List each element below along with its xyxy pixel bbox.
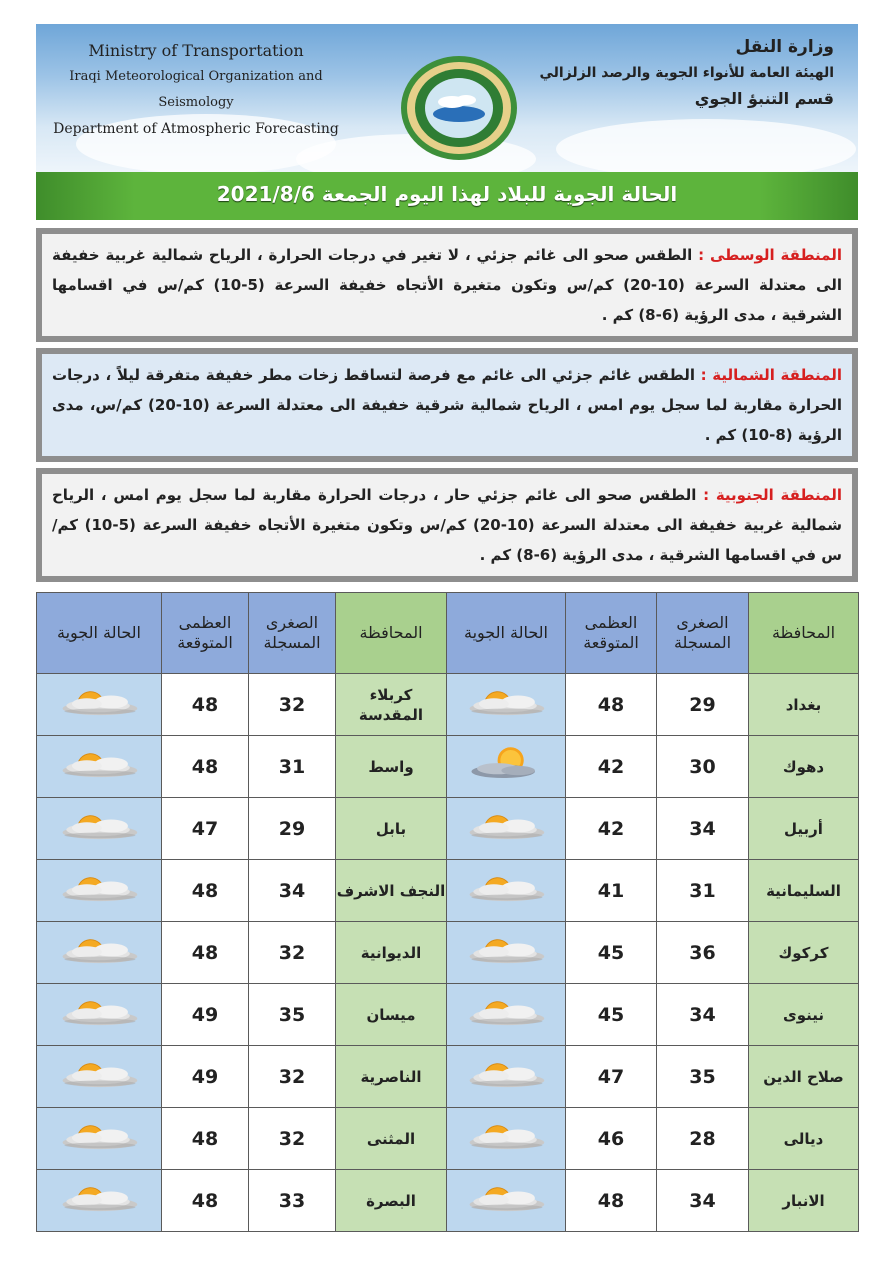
region-content xyxy=(42,474,852,576)
partly-cloudy-icon xyxy=(464,869,548,912)
governorate-cell: ميسان xyxy=(336,984,447,1046)
header-min: الصغرى المسجلة xyxy=(657,593,749,674)
table-row xyxy=(37,984,859,1046)
department-name-en: Department of Atmospheric Forecasting xyxy=(53,121,339,137)
header-weather: الحالة الجوية xyxy=(447,593,566,674)
region-content xyxy=(42,234,852,336)
min-temp-cell: 32 xyxy=(249,674,336,736)
organization-logo xyxy=(398,54,520,162)
governorate-cell: نينوى xyxy=(749,984,859,1046)
weather-cell xyxy=(447,984,566,1046)
min-temp-cell: 31 xyxy=(657,860,749,922)
ministry-name-en: Ministry of Transportation xyxy=(88,41,304,60)
min-temp-cell: 29 xyxy=(657,674,749,736)
table-row xyxy=(37,674,859,736)
region-content xyxy=(42,354,852,456)
table-row xyxy=(37,922,859,984)
min-temp-cell: 35 xyxy=(657,1046,749,1108)
partly-cloudy-icon xyxy=(57,1117,141,1160)
header-weather: الحالة الجوية xyxy=(37,593,162,674)
partly-cloudy-icon xyxy=(464,1179,548,1222)
partly-cloudy-icon xyxy=(464,993,548,1036)
arabic-header xyxy=(534,34,834,112)
region-text: الطقس غائم جزئي الى غائم مع فرصة لتساقط زخات مطر خفيفة متفرقة ليلاً ، درجات الحرارة مقاربة لما سجل يوم امس ، الرياح شمالية شرقية خفيفة الى معتدلة السرعة (10-20) كم/س، مدى الرؤية (8-10) كم . xyxy=(52,366,842,444)
governorate-cell: أربيل xyxy=(749,798,859,860)
governorate-cell: ديالى xyxy=(749,1108,859,1170)
governorate-cell: واسط xyxy=(336,736,447,798)
weather-cell xyxy=(37,1170,162,1232)
max-temp-cell: 45 xyxy=(566,922,657,984)
weather-cell xyxy=(37,984,162,1046)
partly-cloudy-icon xyxy=(57,683,141,726)
title-bar xyxy=(36,172,858,220)
region-box-central xyxy=(36,228,858,342)
partly-cloudy-icon xyxy=(464,1117,548,1160)
max-temp-cell: 47 xyxy=(566,1046,657,1108)
min-temp-cell: 31 xyxy=(249,736,336,798)
weather-cell xyxy=(447,1170,566,1232)
banner-cloud xyxy=(556,119,856,172)
governorate-cell: بغداد xyxy=(749,674,859,736)
table-header-row xyxy=(37,593,859,674)
header-governorate: المحافظة xyxy=(749,593,859,674)
header-banner xyxy=(36,24,858,172)
partly-cloudy-icon xyxy=(57,745,141,788)
min-temp-cell: 34 xyxy=(657,798,749,860)
max-temp-cell: 45 xyxy=(566,984,657,1046)
partly-cloudy-icon xyxy=(464,931,548,974)
max-temp-cell: 48 xyxy=(162,922,249,984)
max-temp-cell: 46 xyxy=(566,1108,657,1170)
min-temp-cell: 30 xyxy=(657,736,749,798)
organization-name-en: Iraqi Meteorological Organization and Seismology xyxy=(69,69,323,110)
forecast-table xyxy=(36,592,859,1232)
region-text: الطقس صحو الى غائم جزئي حار ، درجات الحرارة مقاربة لما سجل يوم امس ، الرياح شمالية غربية خفيفة الى معتدلة السرعة (10-20) كم/س وتكون متغيرة الأتجاه خفيفة السرعة (5-10) كم/س في اقسامها الشرقية ، مدى الرؤية (6-8) كم . xyxy=(52,486,842,564)
governorate-cell: دهوك xyxy=(749,736,859,798)
governorate-cell: النجف الاشرف xyxy=(336,860,447,922)
governorate-cell: الديوانية xyxy=(336,922,447,984)
governorate-cell: كربلاء المقدسة xyxy=(336,674,447,736)
partly-cloudy-icon xyxy=(464,1055,548,1098)
page-title: الحالة الجوية للبلاد لهذا اليوم الجمعة 2021/8/6 xyxy=(216,182,678,206)
header-max: العظمى المتوقعة xyxy=(162,593,249,674)
weather-cell xyxy=(37,1046,162,1108)
weather-cell xyxy=(37,922,162,984)
weather-cell xyxy=(447,1046,566,1108)
weather-cell xyxy=(447,798,566,860)
max-temp-cell: 48 xyxy=(162,736,249,798)
ministry-name-ar: وزارة النقل xyxy=(735,37,834,57)
min-temp-cell: 35 xyxy=(249,984,336,1046)
max-temp-cell: 48 xyxy=(162,1170,249,1232)
header-max: العظمى المتوقعة xyxy=(566,593,657,674)
header-min: الصغرى المسجلة xyxy=(249,593,336,674)
english-header xyxy=(46,38,346,142)
min-temp-cell: 36 xyxy=(657,922,749,984)
table-row xyxy=(37,736,859,798)
min-temp-cell: 34 xyxy=(249,860,336,922)
max-temp-cell: 49 xyxy=(162,984,249,1046)
min-temp-cell: 32 xyxy=(249,922,336,984)
governorate-cell: البصرة xyxy=(336,1170,447,1232)
weather-cell xyxy=(37,736,162,798)
min-temp-cell: 33 xyxy=(249,1170,336,1232)
header-governorate: المحافظة xyxy=(336,593,447,674)
governorate-cell: الناصرية xyxy=(336,1046,447,1108)
partly-cloudy-icon xyxy=(57,1179,141,1222)
region-label: المنطقة الشمالية : xyxy=(700,366,842,384)
weather-cell xyxy=(447,736,566,798)
governorate-cell: الانبار xyxy=(749,1170,859,1232)
partly-cloudy-icon xyxy=(57,807,141,850)
table-row xyxy=(37,1170,859,1232)
sun-cloud-icon xyxy=(464,745,548,788)
weather-cell xyxy=(447,922,566,984)
region-text: الطقس صحو الى غائم جزئي ، لا تغير في درجات الحرارة ، الرياح شمالية غربية خفيفة الى معتدلة السرعة (10-20) كم/س وتكون متغيرة الأتجاه خفيفة السرعة (5-10) كم/س في اقسامها الشرقية ، مدى الرؤية (6-8) كم . xyxy=(52,246,842,324)
region-box-north xyxy=(36,348,858,462)
max-temp-cell: 42 xyxy=(566,736,657,798)
governorate-cell: صلاح الدين xyxy=(749,1046,859,1108)
weather-cell xyxy=(37,798,162,860)
weather-cell xyxy=(447,860,566,922)
weather-cell xyxy=(37,1108,162,1170)
partly-cloudy-icon xyxy=(57,869,141,912)
table-row xyxy=(37,1108,859,1170)
max-temp-cell: 47 xyxy=(162,798,249,860)
min-temp-cell: 29 xyxy=(249,798,336,860)
max-temp-cell: 49 xyxy=(162,1046,249,1108)
max-temp-cell: 48 xyxy=(162,1108,249,1170)
organization-name-ar: الهيئة العامة للأنواء الجوية والرصد الزلزالي xyxy=(539,65,834,81)
weather-cell xyxy=(447,1108,566,1170)
governorate-cell: السليمانية xyxy=(749,860,859,922)
weather-cell xyxy=(37,674,162,736)
weather-cell xyxy=(37,860,162,922)
partly-cloudy-icon xyxy=(57,1055,141,1098)
table-row xyxy=(37,860,859,922)
governorate-cell: بابل xyxy=(336,798,447,860)
governorate-cell: المثنى xyxy=(336,1108,447,1170)
governorate-cell: كركوك xyxy=(749,922,859,984)
department-name-ar: قسم التنبؤ الجوي xyxy=(694,89,834,108)
table-row xyxy=(37,798,859,860)
min-temp-cell: 34 xyxy=(657,984,749,1046)
min-temp-cell: 32 xyxy=(249,1046,336,1108)
region-label: المنطقة الجنوبية : xyxy=(703,486,842,504)
max-temp-cell: 48 xyxy=(566,1170,657,1232)
max-temp-cell: 41 xyxy=(566,860,657,922)
partly-cloudy-icon xyxy=(57,931,141,974)
min-temp-cell: 34 xyxy=(657,1170,749,1232)
partly-cloudy-icon xyxy=(57,993,141,1036)
max-temp-cell: 48 xyxy=(566,674,657,736)
min-temp-cell: 28 xyxy=(657,1108,749,1170)
partly-cloudy-icon xyxy=(464,807,548,850)
max-temp-cell: 48 xyxy=(162,860,249,922)
region-label: المنطقة الوسطى : xyxy=(698,246,843,264)
weather-cell xyxy=(447,674,566,736)
region-box-south xyxy=(36,468,858,582)
max-temp-cell: 42 xyxy=(566,798,657,860)
min-temp-cell: 32 xyxy=(249,1108,336,1170)
partly-cloudy-icon xyxy=(464,683,548,726)
table-body xyxy=(37,674,859,1232)
max-temp-cell: 48 xyxy=(162,674,249,736)
table-row xyxy=(37,1046,859,1108)
